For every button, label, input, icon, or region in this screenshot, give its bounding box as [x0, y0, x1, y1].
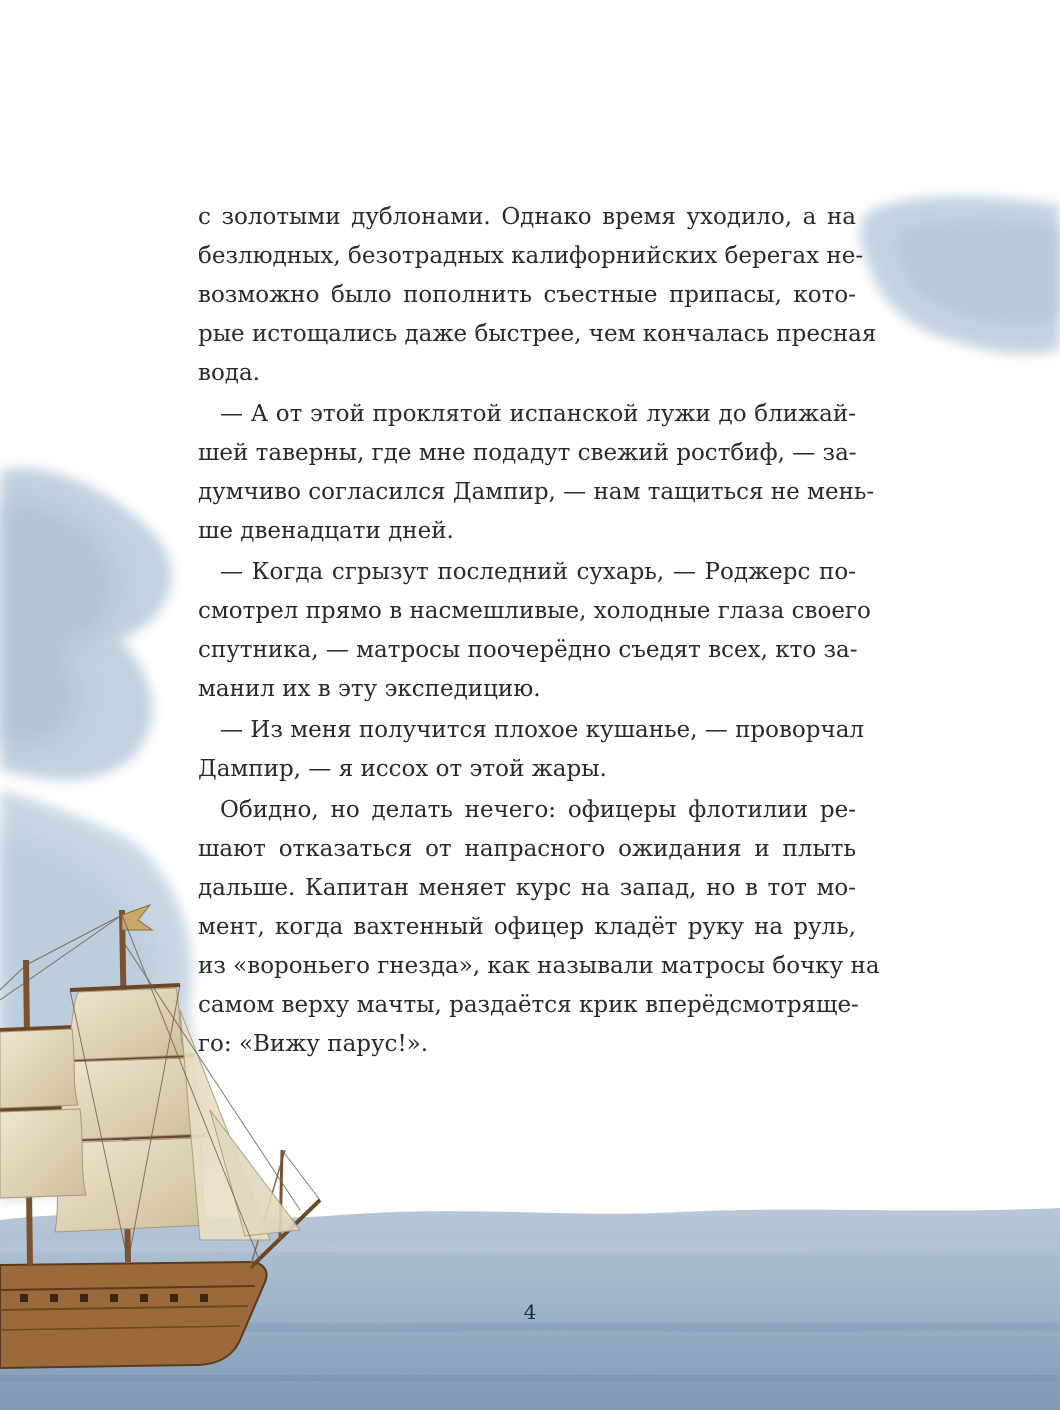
text-line: спутника, — матросы поочерёдно съедят всех, кто за-: [198, 637, 858, 663]
body-text: [198, 198, 880, 1066]
cloud-top-right: [861, 196, 1060, 354]
text-line: Обидно, но делать нечего: офицеры флотилии ре-: [220, 797, 856, 823]
paragraph-3: [198, 553, 871, 709]
text-line: мент, когда вахтенный офицер кладёт руку на руль,: [198, 914, 856, 940]
text-line: думчиво согласился Дампир, — нам тащиться не мень-: [198, 479, 875, 505]
text-line: шей таверны, где мне подадут свежий ростбиф, — за-: [198, 440, 857, 466]
text-line: самом верху мачты, раздаётся крик вперёдсмотряще-: [198, 992, 859, 1018]
text-line: — Когда сгрызут последний сухарь, — Роджерс по-: [220, 559, 856, 585]
text-line: Дампир, — я иссох от этой жары.: [198, 756, 607, 782]
paragraph-4: [198, 711, 865, 789]
paragraph-2: [198, 395, 875, 551]
paragraph-5: [198, 791, 880, 1064]
paragraph-1: [198, 198, 877, 393]
page-number: 4: [523, 1300, 537, 1324]
text-line: — Из меня получится плохое кушанье, — проворчал: [220, 717, 865, 743]
text-line: дальше. Капитан меняет курс на запад, но в тот мо-: [198, 875, 856, 901]
text-line: шают отказаться от напрасного ожидания и плыть: [198, 836, 856, 862]
text-line: — А от этой проклятой испанской лужи до ближай-: [220, 401, 856, 427]
text-line: безлюдных, безотрадных калифорнийских берегах не-: [198, 243, 864, 269]
text-line: смотрел прямо в насмешливые, холодные глаза своего: [198, 598, 871, 624]
text-line: с золотыми дублонами. Однако время уходило, а на: [198, 204, 856, 230]
text-line: го: «Вижу парус!».: [198, 1031, 429, 1057]
text-line: манил их в эту экспедицию.: [198, 676, 541, 702]
text-line: рые истощались даже быстрее, чем кончалась пресная: [198, 321, 877, 347]
text-line: ше двенадцати дней.: [198, 518, 454, 544]
text-line: вода.: [198, 360, 260, 386]
cloud-left: [0, 468, 171, 780]
text-line: возможно было пополнить съестные припасы, кото-: [198, 282, 856, 308]
text-line: из «вороньего гнезда», как называли матросы бочку на: [198, 953, 880, 979]
